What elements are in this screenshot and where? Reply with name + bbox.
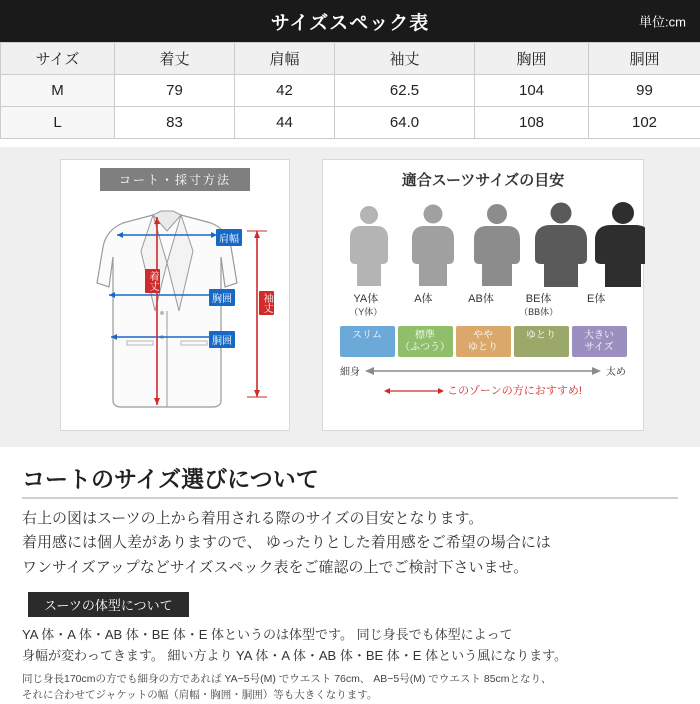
body-type-labels [323, 291, 643, 321]
prose-sub-line-2: 身幅が変わってきます。 細い方より YA 体・A 体・AB 体・BE 体・E 体という風になります。 [22, 646, 678, 667]
cell-m-kyoui: 104 [475, 75, 589, 107]
double-arrow-icon [365, 365, 601, 377]
scale-bar [365, 365, 601, 377]
coat-illustration-icon [61, 191, 291, 431]
column-header-katahaba: 肩幅 [235, 43, 335, 75]
fit-chip-slim: スリム [340, 326, 395, 357]
label-doui: 胴囲 [209, 331, 235, 348]
column-header-doui: 胴囲 [589, 43, 700, 75]
body-type-e: E体 [567, 293, 625, 321]
fit-chip-loose: ゆとり [514, 326, 569, 357]
body-type-ab: AB体 [452, 293, 510, 321]
column-header-sodetake: 袖丈 [335, 43, 475, 75]
fit-chip-standard: 標準 （ふつう） [398, 326, 453, 357]
prose-line-2: 着用感には個人差がありますので、 ゆったりとした着用感をご希望の場合には [22, 531, 678, 555]
cell-l-katahaba: 44 [235, 107, 335, 139]
label-kyoui: 胸囲 [209, 289, 235, 306]
prose-heading: コートのサイズ選びについて [22, 461, 678, 499]
scale-label-slim: 細身 [340, 363, 360, 378]
fit-chips [323, 326, 643, 357]
cell-size-l: L [1, 107, 115, 139]
body-type-figures [323, 199, 643, 291]
cell-m-doui: 99 [589, 75, 700, 107]
label-sodetake: 袖丈 [259, 291, 274, 315]
body-type-ya: YA体 （Y体） [337, 293, 395, 321]
unit-label: 単位:cm [639, 12, 686, 31]
cell-size-m: M [1, 75, 115, 107]
fine-print-line-2: それに合わせてジャケットの幅（肩幅・胸囲・胴囲）等も大きくなります。 [22, 688, 678, 704]
column-header-size: サイズ [1, 43, 115, 75]
table-row [1, 107, 700, 139]
prose-line-3: ワンサイズアップなどサイズスペック表をご確認の上でご検討下さいませ。 [22, 556, 678, 580]
suit-size-guide-panel [322, 159, 644, 431]
prose-sub-heading: スーツの体型について [28, 592, 189, 617]
suit-size-guide-title: 適合スーツサイズの目安 [323, 170, 643, 193]
fit-chip-slightly-loose: やや ゆとり [456, 326, 511, 357]
cell-l-kyoui: 108 [475, 107, 589, 139]
page-title: サイズスペック表 [271, 8, 429, 35]
label-katahaba: 肩幅 [216, 229, 242, 246]
cell-m-katahaba: 42 [235, 75, 335, 107]
figures-area [0, 147, 700, 447]
size-spec-table [0, 42, 700, 139]
coat-diagram [61, 191, 291, 431]
prose-sub-line-1: YA 体・A 体・AB 体・BE 体・E 体というのは体型です。 同じ身長でも体型によって [22, 625, 678, 646]
table-row [1, 75, 700, 107]
body-type-silhouettes-icon [323, 199, 645, 291]
label-kitake: 着丈 [145, 269, 160, 293]
fine-print-line-1: 同じ身長170cmの方でも細身の方であれば YA−5号(M) でウエスト 76cm、 AB−5号(M) でウエスト 85cmとなり、 [22, 672, 678, 688]
cell-l-doui: 102 [589, 107, 700, 139]
fit-scale [323, 363, 643, 378]
spec-header [0, 0, 700, 42]
body-type-a: A体 [395, 293, 453, 321]
recommend-zone-text: このゾーンの方におすすめ! [447, 385, 582, 397]
table-header-row [1, 43, 700, 75]
cell-l-kitake: 83 [115, 107, 235, 139]
recommend-zone-note [323, 382, 643, 398]
cell-m-kitake: 79 [115, 75, 235, 107]
cell-m-sodetake: 62.5 [335, 75, 475, 107]
fit-chip-large: 大きい サイズ [572, 326, 627, 357]
prose-line-1: 右上の図はスーツの上から着用される際のサイズの目安となります。 [22, 507, 678, 531]
coat-measure-panel [60, 159, 290, 431]
recommend-arrow-icon [384, 387, 444, 395]
prose-section [0, 447, 700, 704]
column-header-kyoui: 胸囲 [475, 43, 589, 75]
column-header-kitake: 着丈 [115, 43, 235, 75]
scale-label-heavy: 太め [606, 363, 626, 378]
cell-l-sodetake: 64.0 [335, 107, 475, 139]
coat-measure-caption: コート・採寸方法 [100, 168, 250, 191]
body-type-be: BE体 （BB体） [510, 293, 568, 321]
